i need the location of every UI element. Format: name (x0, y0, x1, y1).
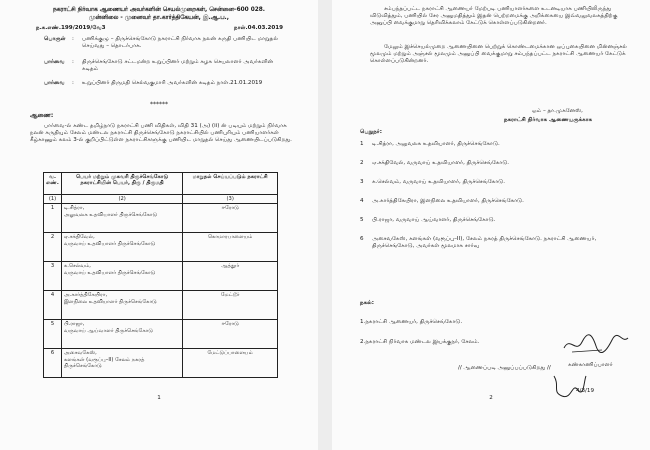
row-serial: 1 (44, 204, 62, 233)
col-num-1: (1) (44, 195, 62, 204)
recipient-number: 6 (360, 236, 364, 242)
signature-date: 4/3/19 (576, 388, 595, 394)
reference-colon: : (72, 59, 74, 65)
recipient-number: 1 (360, 141, 364, 147)
row-employee (61, 320, 182, 349)
row-destination: ஆத்தூர் (183, 262, 278, 291)
row-serial: 5 (44, 320, 62, 349)
copy-recipient: 2.நகராட்சி நிர்வாக மண்டல இயக்குநர், சேலம். (360, 339, 480, 345)
recipient-number: 5 (360, 217, 364, 223)
employee-name: டி.சித்ரா, (63, 205, 85, 212)
row-destination: ஈரோடு (183, 204, 278, 233)
col-num-2: (2) (61, 195, 182, 204)
copy-recipient: 1.நகராட்சி ஆணையர், திருச்செங்கோடு. (360, 319, 463, 325)
subject-colon: : (72, 36, 74, 42)
recipient-text: அசைவகேஸ், களங்கள் (வரூப்பு–II), சேலம் நகரத் திருச்செங்கோடு. நகராட்சி ஆணையர், திருச்செங்கோடு, அவர்கள் மூலமாக சார்வு (372, 236, 597, 249)
reference-number: ந.க.எண்.199/2019/வே3 (36, 25, 106, 31)
recipient-text: ஏ.சக்திவேல், வருவாய் உதவியாளர், திருச்செங்கோடு. (372, 160, 510, 166)
recipient-text: பி.ராஜா, வருவாய் ஆய்வாளர், திருச்செங்கோடு. (372, 217, 496, 223)
handwritten-signature-icon (562, 330, 632, 360)
signatory-name: ஒம் – தா.முகனேஸ், (532, 108, 583, 114)
row-destination: கொமாரபாளையம் (183, 233, 278, 262)
row-destination: மேட்டூர் (183, 291, 278, 320)
reference2-colon: : (72, 80, 74, 86)
row-employee (61, 262, 182, 291)
table-row (44, 262, 278, 291)
row-serial: 3 (44, 262, 62, 291)
office-header: நகராட்சி நிர்வாக ஆணையர் அவர்களின் செயல்முறைகள், சென்னை–600 028. (52, 7, 266, 13)
table-row (44, 233, 278, 262)
employee-post: இளநிலை உதவியாளர் திருச்செங்கோடு (63, 298, 157, 305)
page-gutter (318, 0, 332, 450)
transfer-table (43, 172, 278, 378)
row-serial: 4 (44, 291, 62, 320)
col-serial-header: வ. எண். (44, 173, 62, 195)
recipient-text: டி.சித்ரா, அலுவலக உதவியாளர், திருச்செங்கோடு. (372, 141, 500, 147)
employee-post: வருவாய் உதவியாளர் திருச்செங்கோடு (63, 269, 156, 276)
row-employee (61, 349, 182, 378)
col-num-3: (3) (183, 195, 278, 204)
recipient-number: 4 (360, 198, 364, 204)
recipients-heading: பெறுநர்: (360, 129, 382, 135)
page-2 (332, 0, 650, 450)
row-employee (61, 233, 182, 262)
col-destination-header: மாறுதல் செய்யப்படும் நகராட்சி (183, 173, 278, 195)
order-date: நாள்.04.03.2019 (234, 25, 284, 31)
order-body: பார்வை-ல் கண்ட தமிழ்நாடு நகராட்சி பணி விதிகள், விதி 31 (அ) (ii) ன் படியும் மற்றும் நிர்வாக நலன் கருதியும் சேலம் மண்டல நகராட்சி திருச்செங்கோடு நகராட்சியில் பணிபுரியும் பணியாளர்கள் கீழ்காணும் கலம் 3-ல் குறிப்பிட்டுள்ள நகராட்சிகளுக்கு பணியிட மாறுதல் செய்து ஆணையிடப்படுகிறது. (30, 123, 292, 143)
table-header-row (44, 173, 278, 195)
table-row (44, 320, 278, 349)
table-row (44, 291, 278, 320)
order-heading: ஆணை: (30, 112, 54, 119)
reference-text: திருச்செங்கோடு சட்டமன்ற உறுப்பினர் மற்றும் கழக செயலாளர் அவர்களின் கடிதம் (82, 59, 274, 72)
reference2-text: உறுப்பினர் திருமதி செல்வகுமாரி அவர்களின் கடிதம் நாள்.21.01.2019 (82, 80, 263, 86)
recipient-number: 3 (360, 179, 364, 185)
row-serial: 2 (44, 233, 62, 262)
signatory-title: நகராட்சி நிர்வாக ஆணையருக்காக (504, 117, 593, 123)
page-number: 1 (157, 395, 161, 401)
signature-title: கண்காணிப்பாளர் (568, 362, 613, 368)
row-employee (61, 291, 182, 320)
employee-post: அலுவலக உதவியாளர் திருச்செங்கோடு (63, 211, 158, 218)
row-destination: ஈரோடு (183, 320, 278, 349)
table-row (44, 204, 278, 233)
recipient-text: அ.கார்த்திகேயிரா, இளநிலை உதவியாளர், திருச்செங்கோடு. (372, 198, 524, 204)
instruction-paragraph: சம்பந்தப்பட்ட நகராட்சி ஆணையர் மேற்படி பணியாளர்களை உடனடியாக பணியிலிருந்து விடுவித்தும், பணியில் சேர அனுமதித்தும் இதன் பெற்றமைக்கு அறிக்கையை இவ்வலுவலகத்திற்கு அனுப்பி வைக்குமாறு தெரிவிக்கலாம் கேட்டுக் கொள்ளப்படுகின்றனர். (370, 6, 618, 26)
recipient-number: 2 (360, 160, 364, 166)
row-serial: 6 (44, 349, 62, 378)
employee-name: க.செல்வம், (63, 263, 91, 270)
employee-post: வருவாய் ஆய்வாளர் திருச்செங்கோடு (63, 327, 153, 334)
row-destination: மேட்டுப்பாளையம் (183, 349, 278, 378)
acknowledgement-paragraph: மேலும் இச்செயல்முறை ஆணையினை பெற்றுக் கொண்டமைக்கான ஒப்புகையினை மின்னஞ்சல் மூலமும் மற்றும் அஞ்சல் மூலமும் அனுப்பி வைக்குமாறு சம்பந்தப்பட்ட நகராட்சி ஆணையர் கேட்டுக் கொள்ளப்படுகின்றனர். (370, 44, 627, 64)
presiding-officer: முன்னிலை - முனைவர் தா.கார்த்திகேயன், இ.ஆ.ப., (89, 15, 229, 21)
employee-name: அசைவகேஸ், (63, 350, 97, 357)
employee-name: ஏ.சக்திவேல், (63, 234, 95, 241)
recipient-text: க.செல்வம், வருவாய் உதவியாளர், திருச்செங்கோடு. (372, 179, 506, 185)
reference-label: பார்வை (44, 59, 65, 65)
subject-text: பணிக்குழு – திருச்செங்கோடு நகராட்சி நிர்வாக நலன் கருதி பணியிட மாறுதல் செய்வது – தொடர்பாக. (82, 36, 278, 49)
forwarded-note: // ஆணைப்படி அனுப்பப்படுகிறது // (458, 365, 551, 371)
page-1 (0, 0, 318, 450)
subject-label: பொருள் (44, 36, 66, 42)
employee-name: பி.ராஜா, (63, 321, 85, 328)
employee-name: அ.கார்த்திகேயிரா, (63, 292, 108, 299)
reference2-label: பார்வை (44, 80, 65, 86)
table-number-row (44, 195, 278, 204)
row-employee (61, 204, 182, 233)
table-row (44, 349, 278, 378)
employee-post: வருவாய் உதவியாளர் திருச்செங்கோடு (63, 240, 156, 247)
col-employee-header: பெயர் மற்றும் முகவரி திருச்செங்கோடு நகராட்சியின் பெயர், திரு / திருமதி (61, 173, 182, 195)
section-separator: ****** (150, 101, 168, 108)
employee-post: களங்கள் (வரூப்பு–II) சேலம் நகரத் திருச்செங்கோடு (63, 356, 145, 370)
page-number: 2 (489, 395, 493, 401)
copy-heading: நகல்: (360, 300, 375, 306)
